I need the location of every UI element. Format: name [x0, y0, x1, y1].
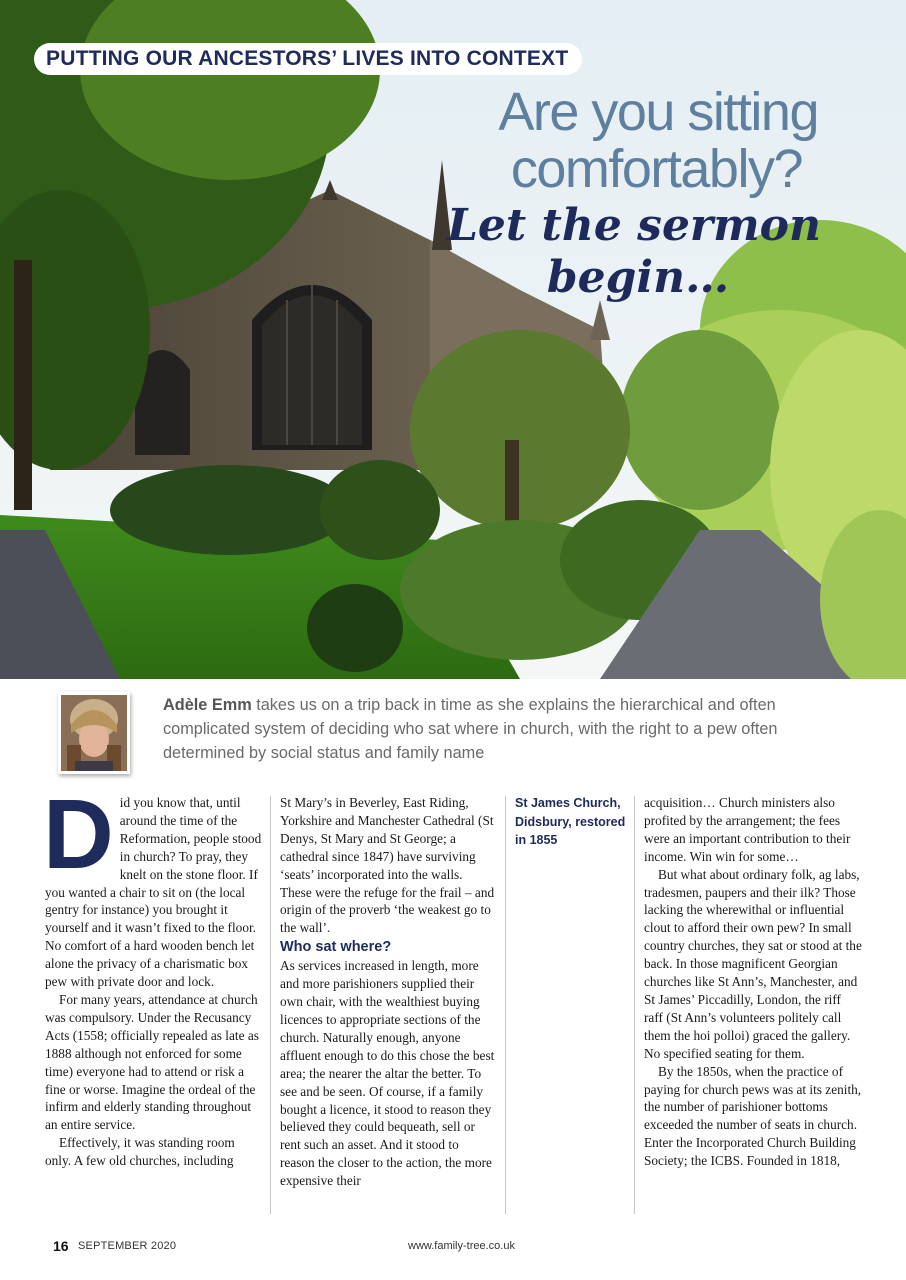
section-tagline: PUTTING OUR ANCESTORS’ LIVES INTO CONTEXT: [34, 43, 582, 75]
paragraph: For many years, attendance at church was compulsory. Under the Recusancy Acts (1558; officially repealed as late as 1888 although not enforced for some time) everyone had to attend or risk a fine or worse. Imagine the ordeal of the infirm and elderly standing throughout an entire service.: [45, 991, 259, 1133]
column-divider: [505, 796, 506, 1214]
page-number: 16: [53, 1238, 69, 1254]
paragraph: But what about ordinary folk, ag labs, tradesmen, paupers and their ilk? Those lacking the wherewithal or influential clout to afford their own pew? In small country churches, they sat or stood at the back. In those magnificent Georgian churches like St Ann’s, Manchester, and St James’ Piccadilly, London, the riff raff (St Ann’s volunteers politely call them the hoi polloi) graced the gallery. No specified seating for them.: [644, 866, 862, 1061]
paragraph: Effectively, it was standing room only. A few old churches, including: [45, 1135, 235, 1169]
paragraph: St Mary’s in Beverley, East Riding, Yorkshire and Manchester Cathedral (St Denys, St Mary and St George; a cathedral since 1847) have surviving ‘seats’ incorporated into the walls. These were the refuge for the frail – and origin of the proverb ‘the weakest go to the wall’.: [280, 795, 495, 936]
column-divider: [270, 796, 271, 1214]
standfirst-text: takes us on a trip back in time as she explains the hierarchical and often complicated system of deciding who sat where in church, with the right to a pew often determined by social status and family name: [163, 696, 778, 762]
issue-date: SEPTEMBER 2020: [78, 1240, 177, 1252]
standfirst: [163, 693, 863, 765]
author-name: Adèle Emm: [163, 696, 252, 714]
paragraph: acquisition… Church ministers also profited by the arrangement; the fees were an important contribution to their income. Win win for some…: [644, 795, 851, 864]
subheading: Who sat where?: [280, 939, 392, 956]
website-url[interactable]: www.family-tree.co.uk: [408, 1240, 515, 1252]
column-divider: [634, 796, 635, 1214]
article-column-1: [43, 779, 262, 1170]
author-portrait-image: [61, 695, 127, 771]
paragraph: As services increased in length, more and more parishioners supplied their own chair, with the wealthiest buying licences to appropriate sections of the church. Naturally enough, anyone affluent enough to do this chose the best area; the nearer the altar the better. To see and be seen. Of course, if a family bought a licence, it stood to reason they believed they could bequeath, sell or rent such an asset. And it stood to reason the closer to the action, the more expensive their: [280, 958, 495, 1189]
paragraph: id you know that, until around the time of the Reformation, people stood in church? To pray, they knelt on the stone floor. If you wanted a chair to sit on (the local gentry for instance) you brought it yourself and it wasn’t fixed to the floor. No comfort of a hard wooden bench let alone the privacy of a charismatic box pew with private door and lock.: [45, 795, 262, 990]
paragraph: By the 1850s, when the practice of paying for church pews was at its zenith, the number of parishioner bottoms exceeded the number of seats in church. Enter the Incorporated Church Building Society; the ICBS. Founded in 1818,: [644, 1063, 862, 1169]
headline-line-4: begin…: [546, 252, 730, 303]
article-column-4: [644, 794, 862, 1170]
headline-line-3: Let the sermon: [446, 200, 822, 251]
headline-bold: [404, 200, 864, 304]
author-photo: [58, 692, 130, 774]
photo-caption: St James Church, Didsbury, restored in 1855: [515, 796, 626, 847]
headline-line-2: comfortably?: [510, 139, 802, 199]
headline-light: [398, 84, 818, 198]
headline-line-1: Are you sitting: [498, 82, 818, 142]
article-column-2: [280, 794, 495, 1190]
drop-cap: D: [43, 779, 114, 889]
